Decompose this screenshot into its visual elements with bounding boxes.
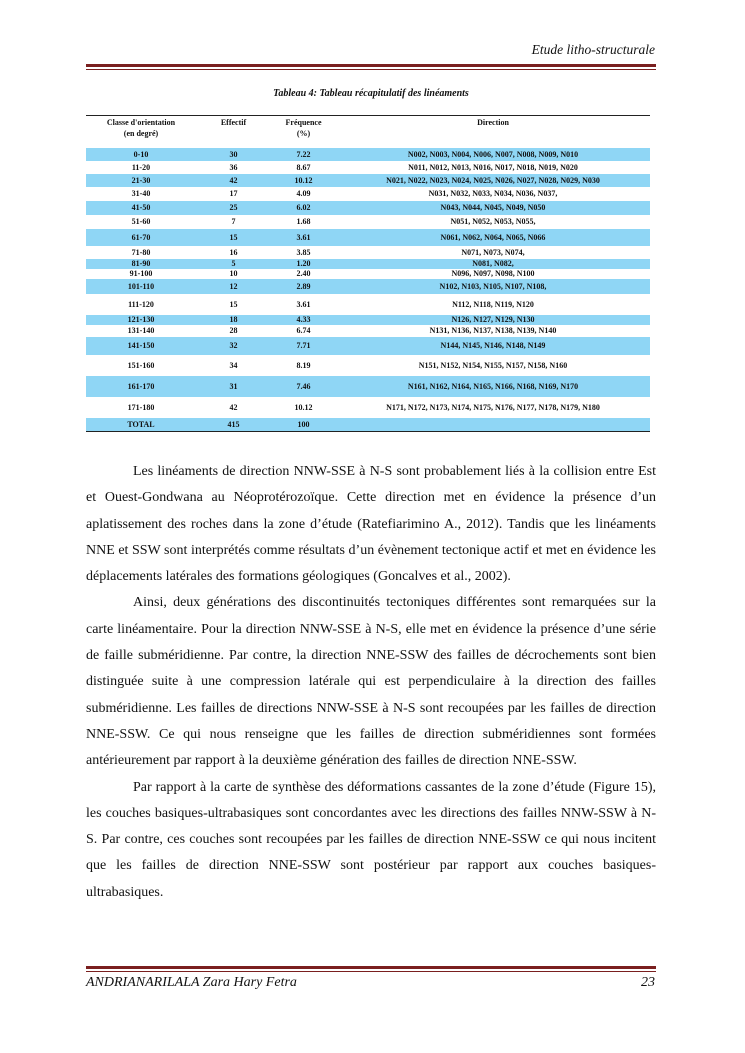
cell-direction [336, 418, 650, 432]
footer-rule [86, 966, 656, 972]
table-row [86, 376, 650, 397]
cell-classe: 151-160 [127, 360, 155, 370]
table-row [86, 269, 650, 279]
cell-effectif: 42 [196, 174, 271, 187]
table-row [86, 337, 650, 355]
cell-frequence: 4.09 [296, 189, 311, 198]
cell-effectif: 30 [196, 148, 271, 161]
table-row [86, 294, 650, 315]
paragraph-2: Ainsi, deux générations des discontinuités tectoniques différentes sont remarquées sur la carte linéamentaire. Pour la direction NNW-SSE à N-S, elle met en évidence la présence d’une série de faille subméridienne. Par contre, la direction NNE-SSW des failles de décrochements sont bien distinguée suite à une compression latérale qui est perpendiculaire à la direction des failles subméridienne. Les failles de directions NNW-SSE à N-S sont recoupées par les failles de direction NNE-SSW. Ce qui nous renseigne que les failles de direction subméridiennes sont formées antérieurement par rapport à la deuxième génération des failles de direction NNE-SSW. [86, 595, 656, 769]
footer-page-number: 23 [641, 975, 655, 990]
cell-direction: N151, N152, N154, N155, N157, N158, N160 [418, 360, 568, 370]
lineament-summary-table [86, 115, 650, 432]
table-row [86, 355, 650, 376]
cell-frequence: 7.46 [271, 376, 336, 397]
table-header-row [86, 116, 650, 148]
cell-frequence: 8.19 [296, 360, 311, 370]
cell-classe: 161-170 [86, 376, 196, 397]
cell-direction: N171, N172, N173, N174, N175, N176, N177, N178, N179, N180 [386, 402, 600, 412]
cell-effectif: 28 [229, 326, 238, 335]
header-frequence [271, 116, 336, 148]
paragraph-1: Les linéaments de direction NNW-SSE à N-S sont probablement liés à la collision entre Est et Ouest-Gondwana au Néoprotérozoïque. Cette direction met en évidence la présence d’un aplatissement des roches dans la zone d’étude (Ratefiarimino A., 2012). Tandis que les linéaments NNE et SSW sont interprétés comme résultats d’un évènement tectonique actif et met en évidence les déplacements latérales des formations géologiques (Goncalves et al., 2002). [86, 464, 656, 585]
cell-classe: 31-40 [131, 189, 151, 198]
cell-direction: N031, N032, N033, N034, N036, N037, [428, 189, 558, 198]
table-row [86, 174, 650, 187]
table-caption: Tableau 4: Tableau récapitulatif des linéaments [273, 88, 469, 99]
cell-effectif: 10 [229, 269, 238, 278]
cell-direction: N131, N136, N137, N138, N139, N140 [429, 326, 557, 335]
table-row [86, 148, 650, 161]
table-row [86, 246, 650, 259]
cell-classe: 11-20 [131, 162, 151, 172]
running-header-title: Etude litho-structurale [531, 42, 655, 57]
cell-classe: TOTAL [86, 418, 196, 432]
cell-direction: N071, N073, N074, [461, 247, 525, 257]
table-row [86, 397, 650, 418]
cell-effectif: 36 [229, 162, 238, 172]
header-classe [86, 116, 196, 148]
cell-classe: 121-130 [86, 315, 196, 325]
table-row [86, 279, 650, 294]
table-row [86, 201, 650, 215]
body-text [86, 459, 656, 906]
cell-frequence: 7.22 [271, 148, 336, 161]
cell-classe: 71-80 [131, 247, 151, 257]
cell-frequence: 100 [271, 418, 336, 432]
cell-effectif: 16 [229, 247, 238, 257]
header-direction: Direction [477, 118, 509, 127]
footer-author: ANDRIANARILALA Zara Hary Fetra [86, 975, 297, 990]
cell-frequence: 6.02 [271, 201, 336, 215]
cell-frequence: 2.89 [271, 279, 336, 294]
table-row [86, 161, 650, 174]
cell-frequence: 3.61 [296, 299, 311, 309]
cell-classe: 111-120 [128, 299, 154, 309]
cell-direction: N161, N162, N164, N165, N166, N168, N169, N170 [336, 376, 650, 397]
table-row [86, 325, 650, 337]
table-total-row [86, 418, 650, 432]
cell-frequence: 10.12 [294, 402, 313, 412]
header-rule [86, 64, 656, 70]
cell-direction: N051, N052, N053, N055, [450, 217, 536, 226]
cell-classe: 61-70 [86, 229, 196, 246]
cell-direction: N096, N097, N098, N100 [451, 269, 535, 278]
cell-classe: 51-60 [131, 217, 151, 226]
cell-effectif: 15 [229, 299, 238, 309]
cell-classe: 131-140 [127, 326, 155, 335]
cell-frequence: 3.85 [296, 247, 311, 257]
cell-effectif: 32 [196, 337, 271, 355]
cell-effectif: 7 [231, 217, 236, 226]
cell-direction: N102, N103, N105, N107, N108, [336, 279, 650, 294]
paragraph-3: Par rapport à la carte de synthèse des déformations cassantes de la zone d’étude (Figure 15), les couches basiques-ultrabasiques sont concordantes avec les directions des failles NNW-SSW à N-S. Par contre, ces couches sont recoupées par les failles de direction NNE-SSW ce qui nous incitent que les failles de direction NNE-SSW sont postérieur par rapport aux couches basiques-ultrabasiques. [86, 779, 656, 900]
table-row [86, 315, 650, 325]
table-row [86, 259, 650, 269]
cell-effectif: 31 [196, 376, 271, 397]
cell-direction: N081, N082, [336, 259, 650, 269]
cell-frequence: 8.67 [296, 162, 311, 172]
cell-frequence: 1.20 [271, 259, 336, 269]
header-classe-line2: (en degré) [123, 129, 159, 138]
cell-classe: 0-10 [86, 148, 196, 161]
cell-classe: 81-90 [86, 259, 196, 269]
cell-classe: 101-110 [86, 279, 196, 294]
cell-effectif: 5 [196, 259, 271, 269]
cell-effectif: 15 [196, 229, 271, 246]
cell-effectif: 34 [229, 360, 238, 370]
cell-frequence: 10.12 [271, 174, 336, 187]
cell-frequence: 1.68 [296, 217, 311, 226]
table-row [86, 187, 650, 201]
cell-direction: N144, N145, N146, N148, N149 [336, 337, 650, 355]
cell-effectif: 42 [229, 402, 238, 412]
cell-direction: N002, N003, N004, N006, N007, N008, N009, N010 [336, 148, 650, 161]
cell-effectif: 415 [196, 418, 271, 432]
header-classe-line1: Classe d'orientation [106, 118, 176, 127]
cell-classe: 41-50 [86, 201, 196, 215]
header-effectif: Effectif [220, 118, 247, 127]
header-frequence-line1: Fréquence [285, 118, 322, 127]
cell-effectif: 25 [196, 201, 271, 215]
table-row [86, 215, 650, 229]
cell-frequence: 7.71 [271, 337, 336, 355]
cell-frequence: 6.74 [296, 326, 311, 335]
cell-direction: N061, N062, N064, N065, N066 [336, 229, 650, 246]
table-row [86, 229, 650, 246]
cell-frequence: 4.33 [271, 315, 336, 325]
cell-frequence: 2.40 [296, 269, 311, 278]
cell-direction: N112, N118, N119, N120 [452, 299, 534, 309]
header-frequence-line2: (%) [296, 129, 311, 138]
cell-classe: 171-180 [127, 402, 155, 412]
cell-frequence: 3.61 [271, 229, 336, 246]
cell-classe: 21-30 [86, 174, 196, 187]
cell-classe: 141-150 [86, 337, 196, 355]
cell-direction: N021, N022, N023, N024, N025, N026, N027, N028, N029, N030 [336, 174, 650, 187]
cell-effectif: 18 [196, 315, 271, 325]
cell-effectif: 12 [196, 279, 271, 294]
cell-direction: N011, N012, N013, N016, N017, N018, N019, N020 [408, 162, 578, 172]
cell-direction: N126, N127, N129, N130 [336, 315, 650, 325]
cell-effectif: 17 [229, 189, 238, 198]
cell-classe: 91-100 [129, 269, 153, 278]
cell-direction: N043, N044, N045, N049, N050 [336, 201, 650, 215]
